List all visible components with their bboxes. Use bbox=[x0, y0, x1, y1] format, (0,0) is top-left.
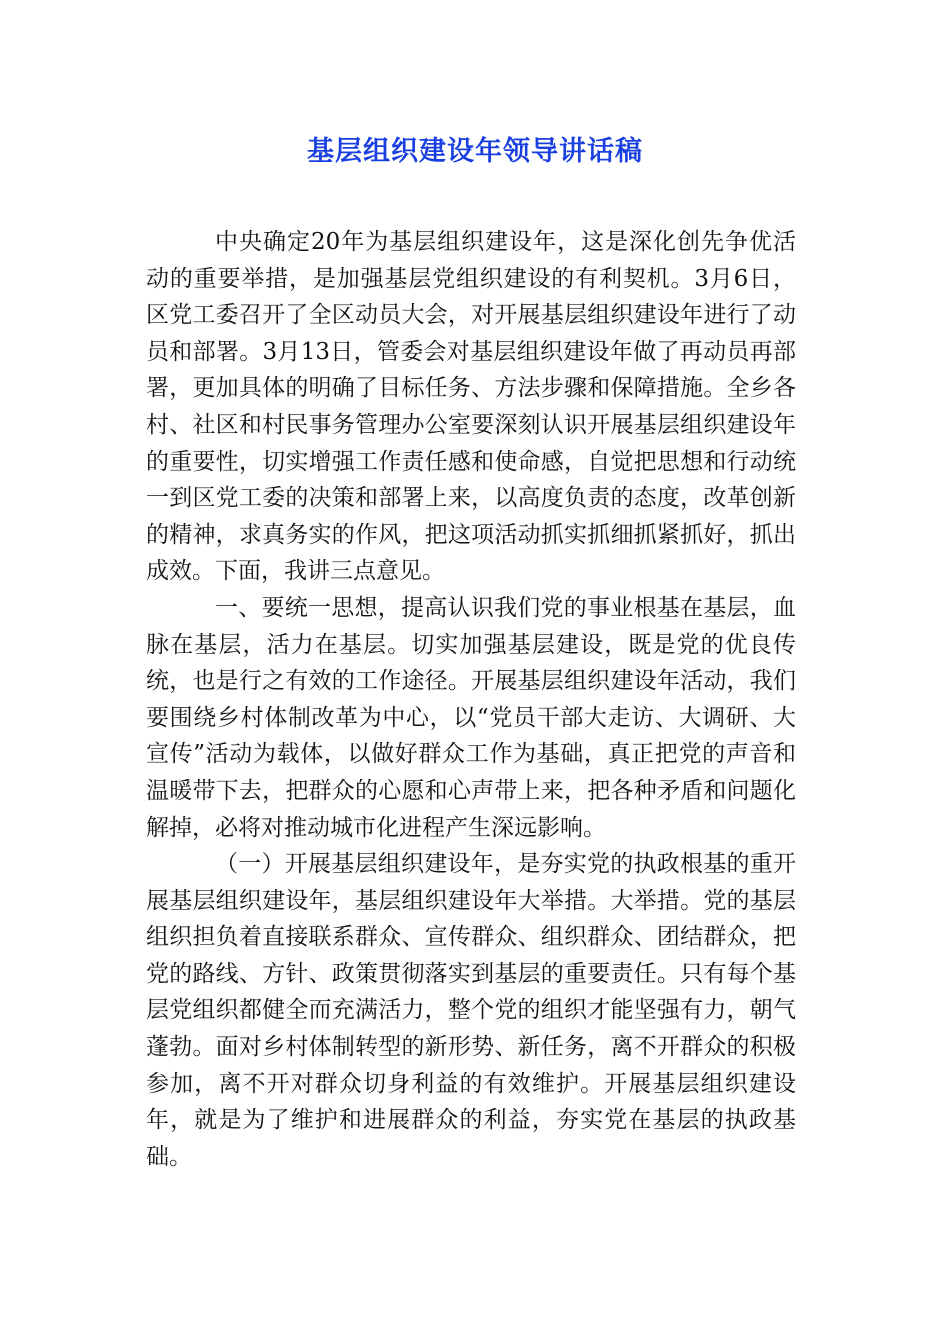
document-title: 基层组织建设年领导讲话稿 bbox=[307, 136, 643, 167]
paragraph-subsection-one: （一）开展基层组织建设年，是夯实党的执政根基的重开展基层组织建设年，基层组织建设年大举措。大举措。党的基层组织担负着直接联系群众、宣传群众、组织群众、团结群众，把党的路线、方针、政策贯彻落实到基层的重要责任。只有每个基层党组织都健全而充满活力，整个党的组织才能坚强有力，朝气蓬勃。面对乡村体制转型的新形势、新任务，离不开群众的积极参加，离不开对群众切身利益的有效维护。开展基层组织建设年，就是为了维护和进展群众的利益，夯实党在基层的执政基础。 bbox=[146, 851, 796, 1170]
paragraph-section-one: 一、要统一思想，提高认识我们党的事业根基在基层，血脉在基层，活力在基层。切实加强基层建设，既是党的优良传统，也是行之有效的工作途径。开展基层组织建设年活动，我们要围绕乡村体制改革为中心，以“党员干部大走访、大调研、大宣传”活动为载体，以做好群众工作为基础，真正把党的声音和温暖带下去，把群众的心愿和心声带上来，把各种矛盾和问题化解掉，必将对推动城市化进程产生深远影响。 bbox=[146, 594, 796, 841]
document-body bbox=[146, 224, 796, 1175]
paragraph-intro: 中央确定20年为基层组织建设年，这是深化创先争优活动的重要举措，是加强基层党组织建设的有利契机。3月6日，区党工委召开了全区动员大会，对开展基层组织建设年进行了动员和部署。3月13日，管委会对基层组织建设年做了再动员再部署，更加具体的明确了目标任务、方法步骤和保障措施。全乡各村、社区和村民事务管理办公室要深刻认识开展基层组织建设年的重要性，切实增强工作责任感和使命感，自觉把思想和行动统一到区党工委的决策和部署上来，以高度负责的态度，改革创新的精神，求真务实的作风，把这项活动抓实抓细抓紧抓好，抓出成效。下面，我讲三点意见。 bbox=[146, 229, 796, 585]
